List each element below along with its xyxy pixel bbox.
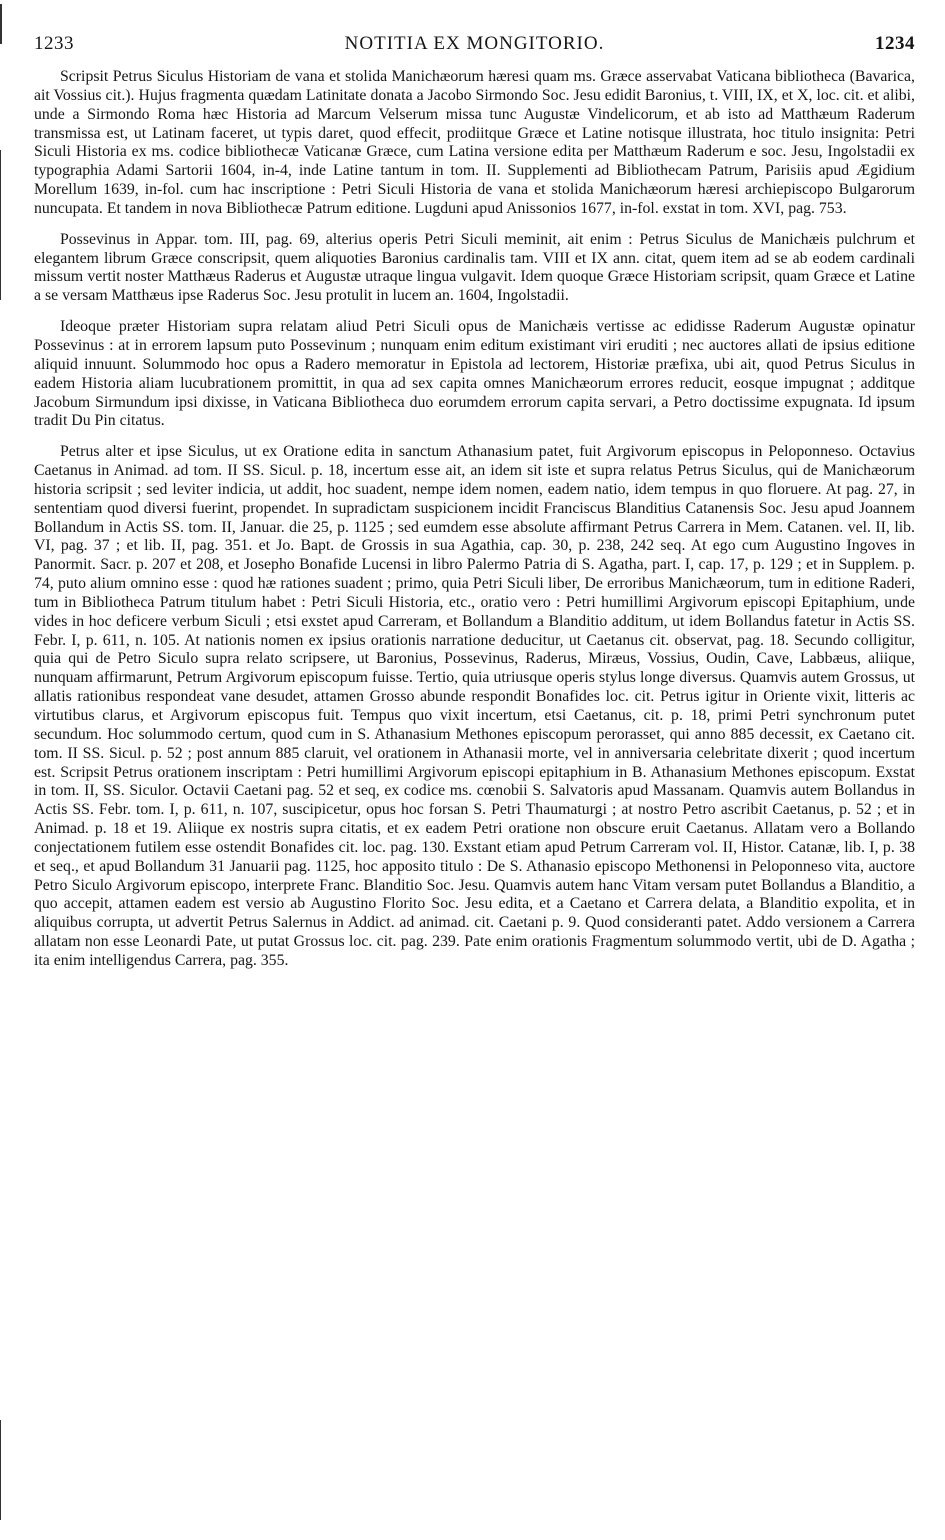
running-header: [34, 33, 915, 59]
page-edge-mark: [0, 1420, 1, 1520]
right-page-number: 1234: [875, 33, 915, 54]
page-edge-mark: [0, 4, 2, 44]
left-page-number: 1233: [34, 33, 74, 54]
paragraph-petrus-siculus-historia: Scripsit Petrus Siculus Historiam de vana et stolida Manichæorum hæresi quam ms. Græce asservabat Vaticana bibliotheca (Bavarica, ait Vossius cit.). Hujus fragmenta quædam Latinitate donata a Jacobo Sirmondo Soc. Jesu edidit Baronius, t. VIII, IX, et X, loc. cit. et alibi, unde a Sirmondo Roma hæc Historia ad Marcum Velserum missa tunc Augustæ Vindelicorum, et ab isto ad Matthæum Raderum transmissa est, ut Latinam faceret, ut typis daret, quod effecit, prodiitque Græce et Latine notisque illustrata, hoc titulo insignita: Petri Siculi Historia ex ms. codice bibliothecæ Vaticanæ Græce, cum Latina versione edita per Matthæum Raderum e soc. Jesu, Ingolstadii ex typographia Adami Sartorii 1604, in-4, inde Latine tantum in tom. II. Supplementi ad Bibliothecam Patrum, Parisiis apud Ægidium Morellum 1639, in-fol. cum hac inscriptione : Petri Siculi Historia de vana et stolida Manichæorum hæresi archiepiscopo Bulgarorum nuncupata. Et tandem in nova Bibliothecæ Patrum editione. Lugduni apud Anissonios 1677, in-fol. exstat in tom. XVI, pag. 753.: [34, 68, 915, 217]
paragraph-possevinus: Possevinus in Appar. tom. III, pag. 69, alterius operis Petri Siculi meminit, ait enim : Petrus Siculus de Manichæis pulchrum et elegantem librum Græce conscripsit, quem aliquoties Baronius cardinalis tam. VIII et IX ann. citat, quem item ad se ab eodem cardinali missum vertit noster Matthæus Raderus et Augustæ utraque lingua vulgavit. Idem quoque Græce Historiam scripsit, quam Græce et Latine a se versam Matthæus ipse Raderus Soc. Jesu protulit in lucem an. 1604, Ingolstadii.: [34, 230, 915, 305]
page-edge-mark: [0, 150, 1, 300]
paragraph-ideoque: Ideoque præter Historiam supra relatam aliud Petri Siculi opus de Manichæis vertisse ac edidisse Raderum Augustæ opinatur Possevinus : at in errorem lapsum puto Possevinum ; nunquam enim editum existimant viri eruditi ; nec auctores allati de ipsius editione aliquid innuunt. Solummodo hoc opus a Radero memoratur in Epistola ad lectorem, Historiæ præfixa, ubi ait, quod Petrus Siculus in eadem Historia aliam lucubrationem promittit, in qua ad sex capita omnes Manichæorum errores reducit, eosque impugnat ; additque Jacobum Sirmundum ipsi dixisse, in Vaticana Bibliotheca duo eorumdem errorum capita servari, a Petro doctissime expugnata. Id ipsum tradit Du Pin citatus.: [34, 318, 915, 430]
page-body: [34, 68, 915, 971]
running-title: NOTITIA EX MONGITORIO.: [344, 33, 605, 54]
paragraph-petrus-alter: Petrus alter et ipse Siculus, ut ex Oratione edita in sanctum Athanasium patet, fuit Argivorum episcopus in Peloponneso. Octavius Caetanus in Animad. ad tom. II SS. Sicul. p. 18, incertum esse ait, an idem sit iste et supra relatus Petrus Siculus, qui de Manichæorum historia scripsit ; sed leviter indicia, ut addit, hoc suadent, nempe idem nomen, eadem natio, idem tempus in quo floruere. At pag. 27, in sententiam quod diversi fuerint, propendet. In supradictam suspicionem incidit Franciscus Blanditius Catanensis Soc. Jesu apud Joannem Bollandum in Actis SS. tom. II, Januar. die 25, p. 1125 ; sed eumdem esse absolute affirmant Petrus Carrera in Mem. Catanen. vel. II, lib. VI, pag. 37 ; et lib. II, pag. 351. et Jo. Bapt. de Grossis in sua Agathia, cap. 30, p. 238, 242 seq. At ego cum Augustino Ingoves in Panormit. Sacr. p. 207 et 208, et Josepho Bonafide Lucensi in libro Palermo Patria di S. Agatha, part. I, cap. 17, p. 129 ; et in Supplem. p. 74, puto alium omnino esse : quod hæ rationes suadent ; primo, quia Petri Siculi liber, De erroribus Manichæorum, tum in editione Raderi, tum in Bibliotheca Patrum titulum habet : Petri Siculi Historia, etc., oratio vero : Petri humillimi Argivorum episcopi Epitaphium, unde vides in hoc deficere verbum Siculi ; etsi exstet apud Carreram, et Bollandum a Blanditio additum, ut idem Bollandus fatetur in Actis SS. Febr. I, p. 611, n. 105. At nationis nomen ex ipsius orationis narratione deducitur, ut Caetanus cit. observat, pag. 18. Secundo colligitur, quia qui de Petro Siculo supra relato scripsere, ut Baronius, Possevinus, Raderus, Miræus, Vossius, Oudin, Cave, Labbæus, aliique, nunquam affirmarunt, Petrum Argivorum episcopum fuisse. Tertio, quia utriusque operis stylus longe diversus. Quamvis autem Grossus, ut allatis rationibus respondeat vane desudet, attamen Grosso abunde respondit Bonafides loc. cit. Petrus igitur in Oriente vixit, litteris ac virtutibus clarus, et Argivorum episcopus fuit. Tempus quo vixit incertum, etsi Caetanus, cit. p. 18, primi Petri synchronum putet secundum. Hoc solummodo certum, quod cum in S. Athanasium Methones episcopum perorasset, qui anno 885 decessit, ex Caetano cit. tom. II SS. Sicul. p. 52 ; post annum 885 claruit, vel orationem in Athanasii morte, vel in anniversaria celebritate dixerit ; quod incertum est. Scripsit Petrus orationem inscriptam : Petri humillimi Argivorum episcopi epitaphium in B. Athanasium Methones episcopum. Exstat in tom. II, SS. Siculor. Octavii Caetani pag. 52 et seq, ex codice ms. cœnobii S. Salvatoris apud Massanam. Quamvis autem Bollandus in Actis SS. Febr. tom. I, p. 611, n. 107, suscipicetur, opus hoc forsan S. Petri Thaumaturgi ; at nostro Petro ascribit Caetanus, p. 52 ; et in Animad. p. 18 et 19. Aliique ex nostris supra citatis, et ex eadem Petri oratione non obscure eruit Caetanus. Allatam vero a Bollando conjectationem futilem esse ostendit Bonafides cit. loc. pag. 130. Exstant etiam apud Petrum Carreram vol. II, Histor. Catanæ, lib. I, p. 38 et seq., et apud Bollandum 31 Januarii pag. 1125, hoc apposito titulo : De S. Athanasio episcopo Methonensi in Peloponneso vita, auctore Petro Siculo Argivorum episcopo, interprete Franc. Blanditio Soc. Jesu. Quamvis autem hanc Vitam versam putet Bollandus a Blanditio, a quo accepit, attamen eadem est versio ab Augustino Florito Soc. Jesu edita, et a Caetano et Carrera delata, a Blanditio expolita, et in aliquibus corrupta, ut advertit Petrus Salernus in Addict. ad animad. cit. Caetani p. 9. Quod consideranti patet. Addo versionem a Carrera allatam non esse Leonardi Pate, ut putat Grossus loc. cit. pag. 239. Pate enim orationis Fragmentum solummodo vertit, ubi de D. Agatha ; ita enim intelligendus Carrera, pag. 355.: [34, 443, 915, 969]
